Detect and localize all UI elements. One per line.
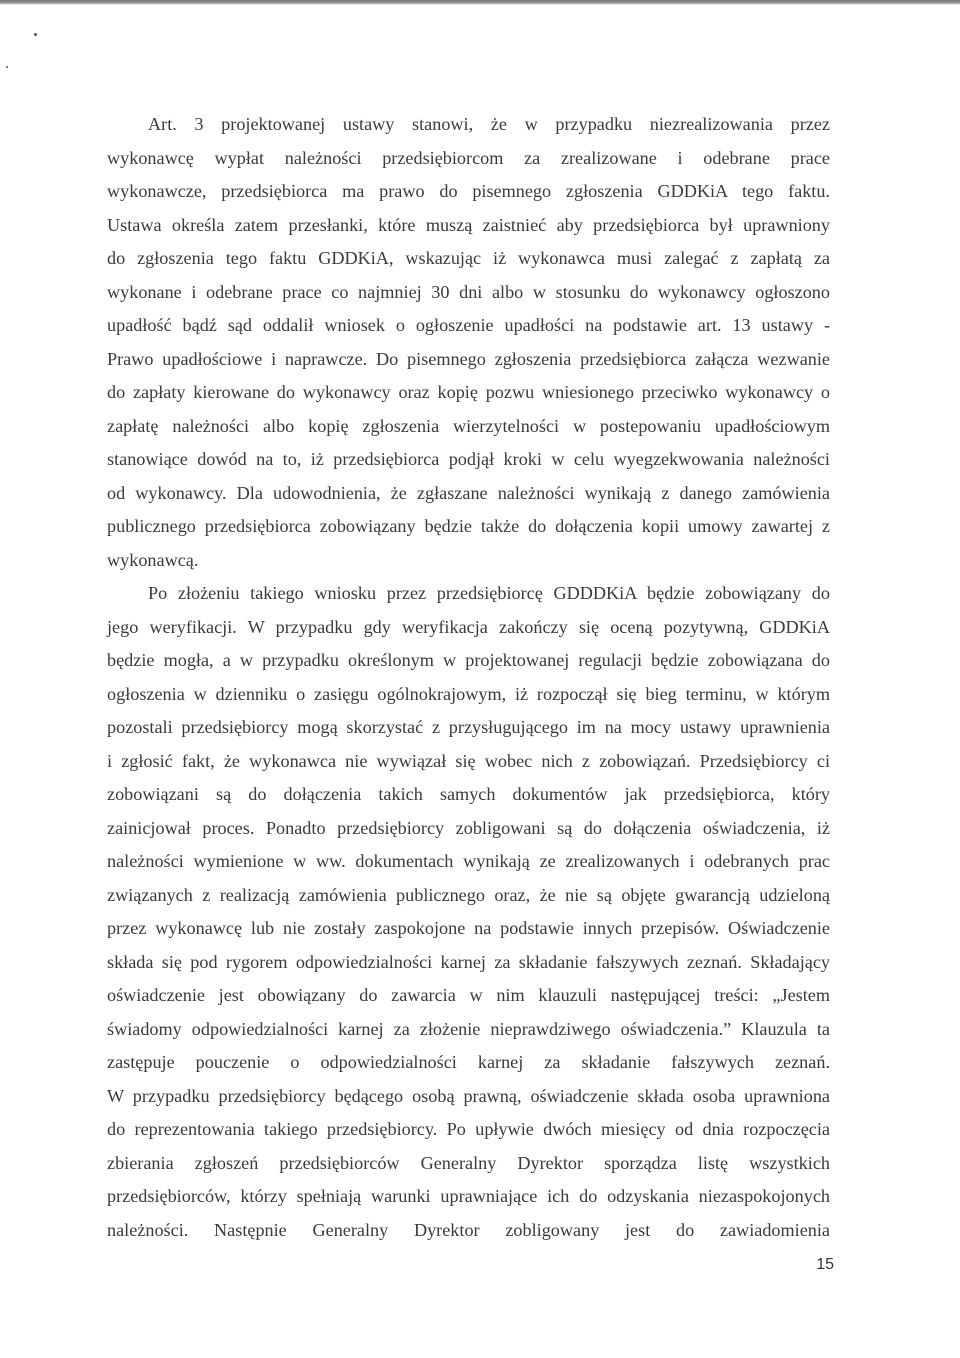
text-line: będzie mogła, a w przypadku określonym w projektowanej regulacji będzie zobowiązana do: [107, 650, 830, 670]
text-line: związanych z realizacją zamówienia publicznego oraz, że nie są objęte gwarancją udzieloną: [107, 884, 830, 905]
text-line: upadłość bądź sąd oddalił wniosek o ogłoszenie upadłości na podstawie art. 13 ustawy -: [107, 315, 830, 335]
paragraph-verification: [107, 577, 830, 1247]
text-line: należności. Następnie Generalny Dyrektor zobligowany jest do zawiadomienia: [107, 1219, 830, 1240]
text-line: Art. 3 projektowanej ustawy stanowi, że w przypadku niezrealizowania przez: [148, 114, 830, 134]
text-line: jego weryfikacji. W przypadku gdy weryfikacja zakończy się oceną pozytywną, GDDKiA: [107, 616, 830, 637]
text-line: świadomy odpowiedzialności karnej za złożenie nieprawdziwego oświadczenia.” Klauzula ta: [107, 1018, 830, 1039]
scan-edge: [0, 0, 960, 5]
text-line: należności wymienione w ww. dokumentach wynikają ze zrealizowanych i odebranych prac: [107, 851, 830, 871]
text-line: zapłatę należności albo kopię zgłoszenia wierzytelności w postepowaniu upadłościowym: [107, 415, 830, 436]
text-line: do zgłoszenia tego faktu GDDKiA, wskazując iż wykonawca musi zalegać z zapłatą za: [107, 248, 830, 268]
text-line: wykonawcą.: [107, 549, 199, 570]
text-line: publicznego przedsiębiorca zobowiązany będzie także do dołączenia kopii umowy zawartej z: [107, 516, 830, 536]
text-line: do zapłaty kierowane do wykonawcy oraz kopię pozwu wniesionego przeciwko wykonawcy o: [107, 382, 830, 402]
text-line: przez wykonawcę lub nie zostały zaspokojone na podstawie innych przepisów. Oświadczenie: [107, 918, 830, 938]
paragraph-art-3: [107, 108, 830, 577]
text-line: oświadczenie jest obowiązany do zawarcia w nim klauzuli następującej treści: „Jestem: [107, 985, 830, 1005]
scan-artifact: [6, 66, 8, 68]
text-line: przedsiębiorców, którzy spełniają warunki uprawniające ich do odzyskania niezaspokojonych: [107, 1186, 830, 1206]
text-line: zastępuje pouczenie o odpowiedzialności karnej za składanie fałszywych zeznań.: [107, 1052, 830, 1072]
text-line: W przypadku przedsiębiorcy będącego osobą prawną, oświadczenie składa osoba uprawniona: [107, 1085, 830, 1106]
text-line: wykonane i odebrane prace co najmniej 30 dni albo w stosunku do wykonawcy ogłoszono: [107, 281, 830, 302]
text-line: od wykonawcy. Dla udowodnienia, że zgłaszane należności wynikają z danego zamówienia: [107, 482, 830, 503]
page-number: 15: [816, 1256, 834, 1273]
text-line: zbierania zgłoszeń przedsiębiorców Generalny Dyrektor sporządza listę wszystkich: [107, 1152, 830, 1173]
text-line: pozostali przedsiębiorcy mogą skorzystać z przysługującego im na mocy ustawy uprawnienia: [107, 717, 830, 737]
text-line: Ustawa określa zatem przesłanki, które muszą zaistnieć aby przedsiębiorca był uprawniony: [107, 214, 830, 235]
text-line: i zgłosić fakt, że wykonawca nie wywiązał się wobec nich z zobowiązań. Przedsiębiorcy ci: [107, 750, 830, 771]
text-line: ogłoszenia w dzienniku o zasięgu ogólnokrajowym, iż rozpoczął się bieg terminu, w którym: [107, 683, 830, 704]
text-line: Prawo upadłościowe i naprawcze. Do pisemnego zgłoszenia przedsiębiorca załącza wezwanie: [107, 348, 830, 369]
text-line: wykonawcę wypłat należności przedsiębiorcom za zrealizowane i odebrane prace: [107, 147, 830, 168]
text-line: Po złożeniu takiego wniosku przez przedsiębiorcę GDDDKiA będzie zobowiązany do: [148, 583, 830, 603]
text-line: zainicjował proces. Ponadto przedsiębiorcy zobligowani są do dołączenia oświadczenia, iż: [107, 817, 830, 838]
document-body: [107, 108, 830, 1247]
text-line: do reprezentowania takiego przedsiębiorcy. Po upływie dwóch miesięcy od dnia rozpoczęcia: [107, 1119, 830, 1139]
scan-artifact: [34, 33, 37, 36]
text-line: zobowiązani są do dołączenia takich samych dokumentów jak przedsiębiorca, który: [107, 784, 830, 804]
text-line: składa się pod rygorem odpowiedzialności karnej za składanie fałszywych zeznań. Składający: [107, 951, 830, 972]
text-line: stanowiące dowód na to, iż przedsiębiorca podjął kroki w celu wyegzekwowania należności: [107, 449, 830, 469]
text-line: wykonawcze, przedsiębiorca ma prawo do pisemnego zgłoszenia GDDKiA tego faktu.: [107, 181, 830, 201]
